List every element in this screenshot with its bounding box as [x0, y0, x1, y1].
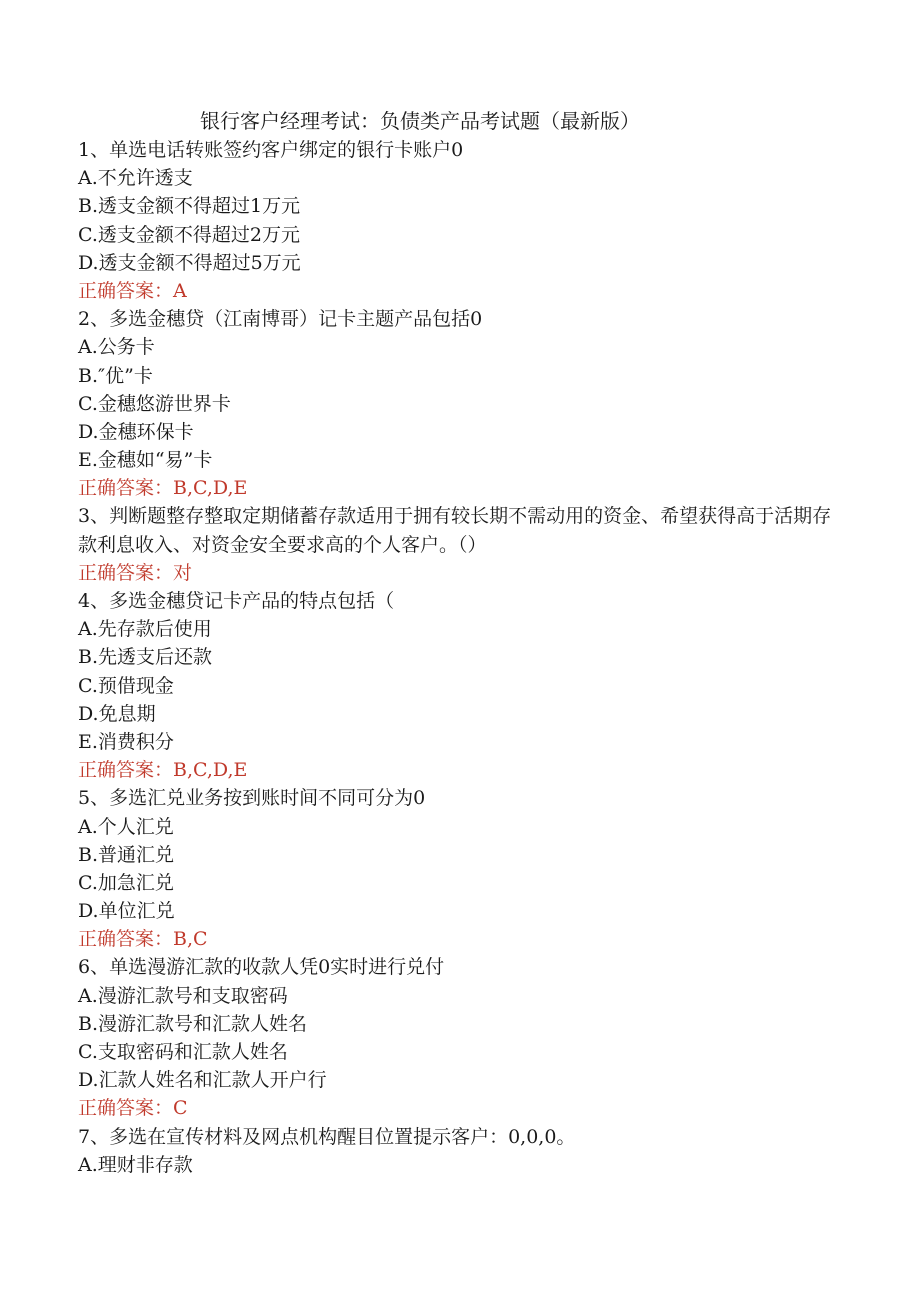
answer-text: 正确答案：B,C,D,E — [78, 759, 248, 782]
option-b: B.普通汇兑 — [78, 843, 175, 866]
answer-text: 正确答案：对 — [78, 561, 193, 584]
option-d: D.免息期 — [78, 702, 156, 725]
option-e: E.金穗如“易”卡 — [78, 449, 213, 472]
option-d: D.透支金额不得超过5万元 — [78, 251, 301, 274]
question-5 — [78, 784, 848, 953]
question-2 — [78, 305, 848, 502]
option-b: B.″优”卡 — [78, 364, 153, 387]
option-d: D.金穗环保卡 — [78, 420, 194, 443]
question-7 — [78, 1123, 848, 1179]
question-text: 6、单选漫游汇款的收款人凭0实时进行兑付 — [78, 956, 445, 979]
answer-text: 正确答案：B,C,D,E — [78, 477, 248, 500]
question-text: 7、多选在宣传材料及网点机构醒目位置提示客户：0,0,0。 — [78, 1125, 576, 1148]
option-e: E.消费积分 — [78, 730, 174, 753]
option-c: C.透支金额不得超过2万元 — [78, 223, 300, 246]
option-a: A.漫游汇款号和支取密码 — [78, 984, 288, 1007]
question-text: 2、多选金穗贷（江南博哥）记卡主题产品包括0 — [78, 308, 483, 331]
option-a: A.理财非存款 — [78, 1153, 193, 1176]
option-b: B.先透支后还款 — [78, 646, 213, 669]
option-c: C.金穗悠游世界卡 — [78, 392, 231, 415]
document-page — [78, 106, 848, 1179]
option-a: A.个人汇兑 — [78, 815, 174, 838]
option-a: A.公务卡 — [78, 336, 155, 359]
option-a: A.先存款后使用 — [78, 618, 212, 641]
option-b: B.漫游汇款号和汇款人姓名 — [78, 1012, 308, 1035]
question-text: 5、多选汇兑业务按到账时间不同可分为0 — [78, 787, 426, 810]
question-3 — [78, 502, 848, 587]
option-a: A.不允许透支 — [78, 167, 193, 190]
answer-text: 正确答案：A — [78, 279, 187, 302]
option-c: C.加急汇兑 — [78, 871, 174, 894]
option-d: D.汇款人姓名和汇款人开户行 — [78, 1069, 327, 1092]
question-text: 4、多选金穗贷记卡产品的特点包括（ — [78, 590, 395, 613]
question-text: 1、单选电话转账签约客户绑定的银行卡账户0 — [78, 139, 464, 161]
question-4 — [78, 587, 848, 784]
question-6 — [78, 953, 848, 1122]
answer-text: 正确答案：C — [78, 1097, 188, 1120]
question-text: 3、判断题整存整取定期储蓄存款适用于拥有较长期不需动用的资金、希望获得高于活期存款利息收入、对资金安全要求高的个人客户。（） — [78, 505, 832, 556]
option-c: C.预借现金 — [78, 674, 174, 697]
option-d: D.单位汇兑 — [78, 900, 175, 923]
document-title: 银行客户经理考试：负债类产品考试题（最新版） — [200, 109, 640, 133]
answer-text: 正确答案：B,C — [78, 928, 208, 951]
option-c: C.支取密码和汇款人姓名 — [78, 1041, 288, 1064]
option-b: B.透支金额不得超过1万元 — [78, 195, 301, 218]
question-1 — [78, 136, 848, 305]
